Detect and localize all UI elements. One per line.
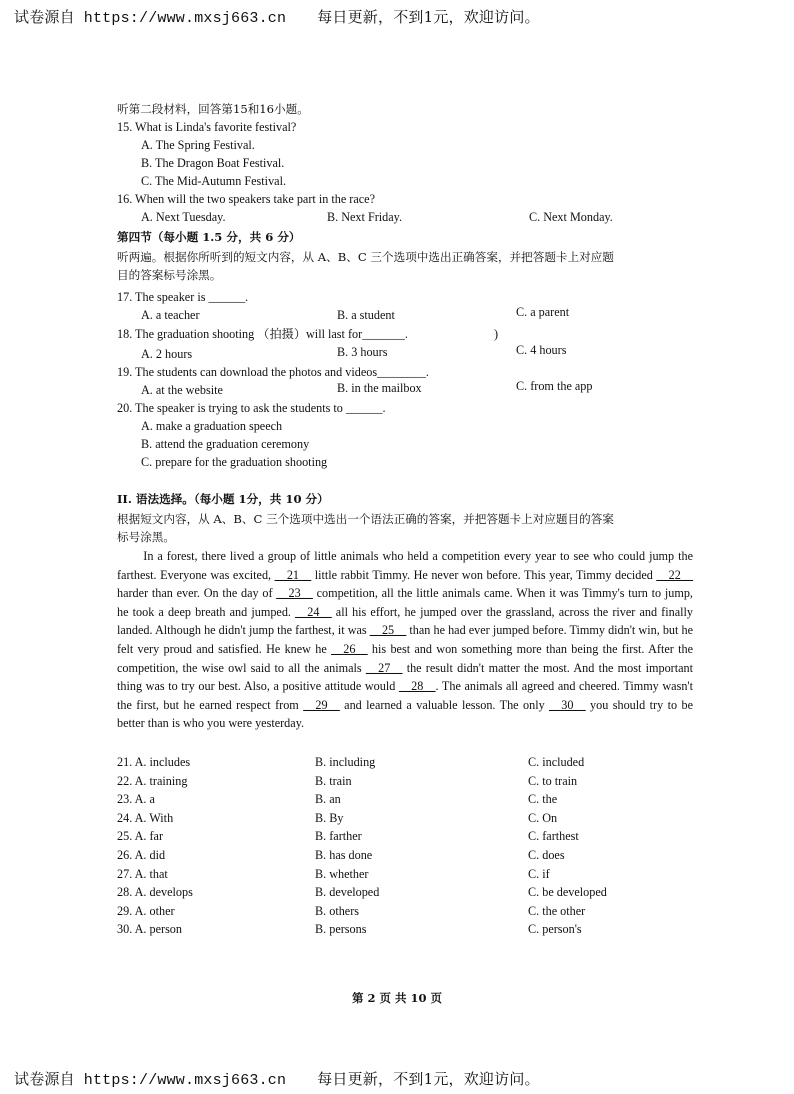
grammar-instruction-1: 根据短文内容，从 A、B、C 三个选项中选出一个语法正确的答案，并把答题卡上对应题目的答案 [117,512,614,526]
option-23-a: 23. A. a [117,792,155,807]
passage-text: than he had ever jumped before. Timmy didn't win, but he felt very proud and satisfied. He knew he [117,623,693,656]
option-21-b: B. including [315,755,376,769]
passage-blank: __27__ [365,660,403,675]
q19-option-a: A. at the website [141,383,223,397]
option-27-c: C. if [528,866,550,881]
banner-url[interactable]: https://www.mxsj663.cn [83,10,287,27]
option-29-c: C. the other [528,903,586,918]
option-23-b: B. an [315,792,341,807]
passage-blank: __30__ [549,697,586,712]
grammar-instruction-2: 标号涂黑。 [117,530,175,544]
section3-instruction: 听第二段材料，回答第15和16小题。 [117,102,309,116]
q18-stem: 18. The graduation shooting （拍摄）will last for_______. [117,327,408,341]
option-30-c: C. person's [528,922,582,937]
passage-blank: __24__ [295,604,332,619]
grammar-title: II. 语法选择。（每小题 1分，共 10 分） [117,492,329,506]
q19-stem: 19. The students can download the photos and videos________. [117,365,429,379]
q20-option-a: A. make a graduation speech [141,419,283,433]
banner-url[interactable]: https://www.mxsj663.cn [83,1072,287,1089]
option-28-c: C. be developed [528,885,607,900]
passage-text: the result didn't matter the most. And the most important thing was to try our best. Also, a positive attitude would [117,660,694,694]
q16-option-a: A. Next Tuesday. [141,210,226,224]
option-25-a: 25. A. far [117,829,164,844]
q17-option-a: A. a teacher [141,308,200,322]
q17-stem: 17. The speaker is ______. [117,290,249,304]
option-30-b: B. persons [315,922,367,937]
passage-blank: __23__ [276,586,313,601]
section4-instruction-2: 目的答案标号涂黑。 [117,268,222,282]
q16-option-c: C. Next Monday. [529,210,613,224]
q15-option-a: A. The Spring Festival. [141,138,255,152]
option-22-c: C. to train [528,773,578,788]
option-26-c: C. does [528,848,565,862]
passage-text: harder than ever. On the day of [117,586,277,601]
option-27-b: B. whether [315,866,369,881]
q18-option-c: C. 4 hours [516,343,567,357]
q17-option-c: C. a parent [516,305,570,319]
option-28-a: 28. A. develops [117,885,193,900]
option-27-a: 27. A. that [117,866,168,881]
passage-text: all his effort, he jumped over the grassland, across the river and finally landed. Although he didn't jump the farthest, it was [117,604,693,638]
option-24-b: B. By [315,810,344,825]
page-number: 第 2 页 共 10 页 [351,991,443,1005]
option-21-a: 21. A. includes [117,755,191,769]
option-22-a: 22. A. training [117,773,188,788]
passage-blank: __22__ [656,567,693,582]
passage-text: In a forest, there lived a group of little animals who held a competition every year to see who could jump the farthest. Everyone was excited, [117,549,693,582]
q18-option-b: B. 3 hours [337,345,388,359]
option-26-b: B. has done [315,848,373,862]
q17-option-b: B. a student [337,308,395,322]
q16-stem: 16. When will the two speakers take part in the race? [117,192,375,206]
option-24-a: 24. A. With [117,810,174,825]
section4-title: 第四节（每小题 1.5 分，共 6 分） [117,230,301,244]
option-29-b: B. others [315,903,360,918]
q20-option-c: C. prepare for the graduation shooting [141,455,328,469]
q19-option-b: B. in the mailbox [337,381,422,395]
option-25-b: B. farther [315,829,362,844]
banner-prefix: 试卷源自 [14,1070,75,1088]
passage-text: . The animals all agreed and cheered. Timmy wasn't the first, but he earned respect from [117,679,693,712]
source-banner-top [14,6,540,27]
passage-text: you should try to be better than is who you were yesterday. [117,697,693,731]
option-25-c: C. farthest [528,829,579,844]
q19-option-c: C. from the app [516,379,593,393]
passage-blank: __28__ [398,679,436,694]
banner-prefix: 试卷源自 [14,8,75,26]
passage-text: and learned a valuable lesson. The only [339,697,550,712]
section4-instruction-1: 听两遍。根据你所听到的短文内容，从 A、B、C 三个选项中选出正确答案，并把答题卡上对应题 [117,250,614,264]
option-22-b: B. train [315,773,352,788]
option-23-c: C. the [528,792,558,807]
banner-suffix: 每日更新，不到1元，欢迎访问。 [317,1070,540,1088]
q20-stem: 20. The speaker is trying to ask the students to ______. [117,401,386,415]
passage-blank: __29__ [303,697,340,712]
q20-option-b: B. attend the graduation ceremony [141,437,310,451]
passage-text: competition, all the little animals came. When it was Timmy's turn to jump, he took a deep breath and jumped. [117,586,693,619]
passage-text: his best and won something more than being the first. After the competition, the wise owl said to all the animals [117,641,694,675]
option-26-a: 26. A. did [117,848,166,862]
q18-option-a: A. 2 hours [141,347,193,361]
option-21-c: C. included [528,755,585,769]
banner-suffix: 每日更新，不到1元，欢迎访问。 [317,8,540,26]
option-28-b: B. developed [315,885,380,900]
q15-option-b: B. The Dragon Boat Festival. [141,156,285,170]
option-24-c: C. On [528,810,558,825]
q18-paren: ) [494,327,499,341]
passage-blank: __26__ [331,641,368,656]
option-29-a: 29. A. other [117,903,175,918]
passage-blank: __25__ [369,623,407,638]
cloze-passage [117,547,693,733]
source-banner-bottom [14,1068,540,1089]
q15-stem: 15. What is Linda's favorite festival? [117,120,297,134]
passage-blank: __21__ [274,567,312,582]
option-30-a: 30. A. person [117,922,182,937]
q16-option-b: B. Next Friday. [327,210,403,224]
q15-option-c: C. The Mid-Autumn Festival. [141,174,287,188]
passage-text: little rabbit Timmy. He never won before. This year, Timmy decided [311,567,657,582]
